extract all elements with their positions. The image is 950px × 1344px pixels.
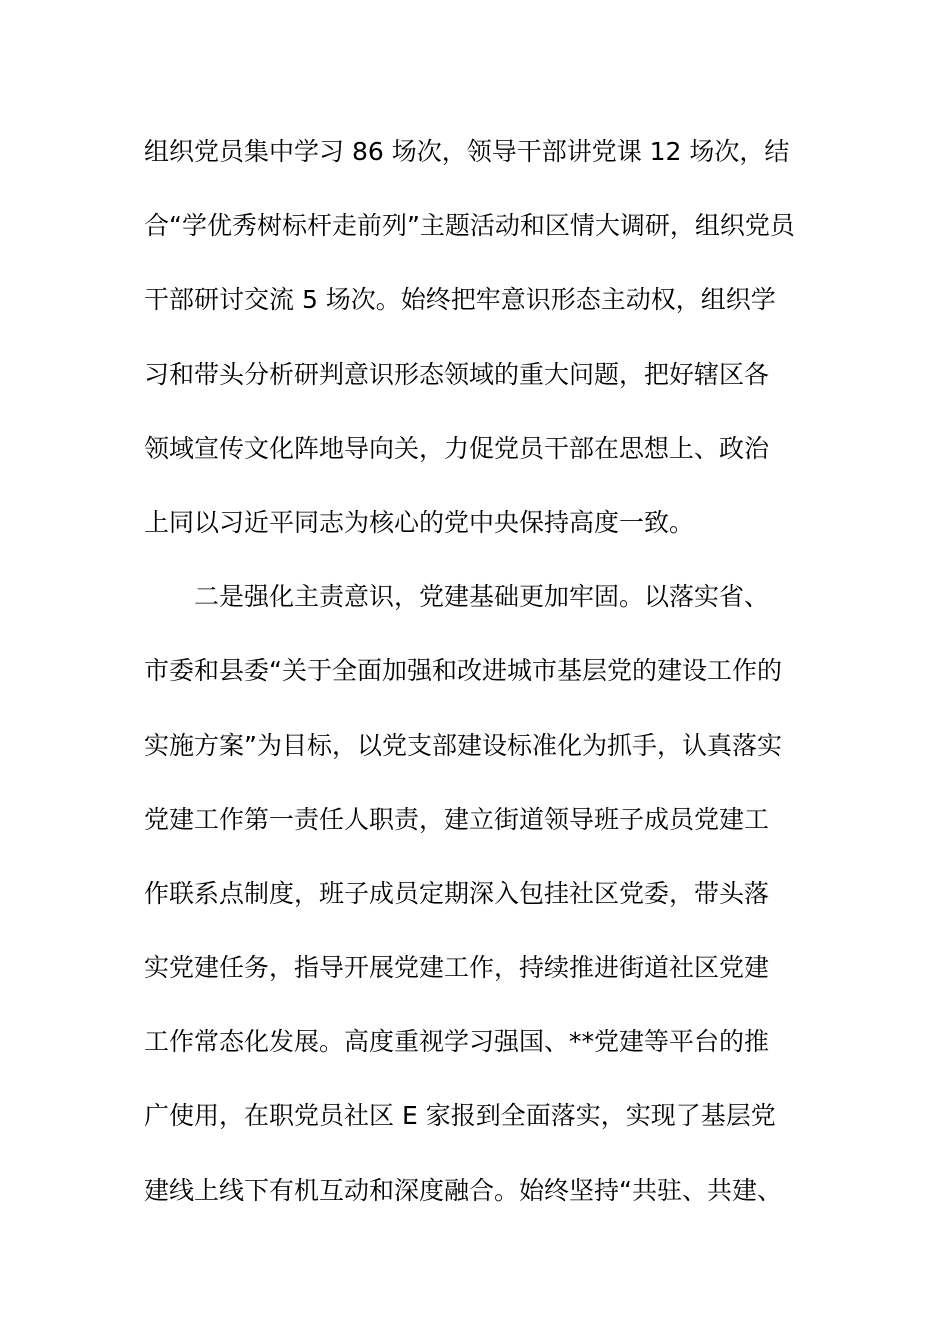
text-line: 实党建任务，指导开展党建工作，持续推进街道社区党建 xyxy=(144,953,770,983)
text-line: 习和带头分析研判意识形态领域的重大问题，把好辖区各 xyxy=(144,359,770,389)
text-line: 市委和县委“关于全面加强和改进城市基层党的建设工作的 xyxy=(144,656,782,686)
text-line: 合“学优秀树标杆走前列”主题活动和区情大调研，组织党员 xyxy=(144,211,795,241)
text-line: 建线上线下有机互动和深度融合。始终坚持“共驻、共建、 xyxy=(144,1175,782,1205)
text-line: 作联系点制度，班子成员定期深入包挂社区党委，带头落 xyxy=(144,878,770,908)
text-line: 广使用，在职党员社区 E 家报到全面落实，实现了基层党 xyxy=(144,1101,776,1131)
text-line: 领域宣传文化阵地导向关，力促党员干部在思想上、政治 xyxy=(144,433,770,463)
text-line: 工作常态化发展。高度重视学习强国、**党建等平台的推 xyxy=(144,1027,770,1057)
paragraph-start-line: 二是强化主责意识，党建基础更加牢固。以落实省、 xyxy=(194,582,770,612)
text-line: 干部研讨交流 5 场次。始终把牢意识形态主动权，组织学 xyxy=(144,285,776,315)
body-text xyxy=(144,130,814,1243)
text-line: 组织党员集中学习 86 场次，领导干部讲党课 12 场次，结 xyxy=(144,137,790,166)
text-line: 党建工作第一责任人职责，建立街道领导班子成员党建工 xyxy=(144,804,770,834)
text-line: 上同以习近平同志为核心的党中央保持高度一致。 xyxy=(144,507,695,537)
text-line: 实施方案”为目标，以党支部建设标准化为抓手，认真落实 xyxy=(144,730,782,760)
